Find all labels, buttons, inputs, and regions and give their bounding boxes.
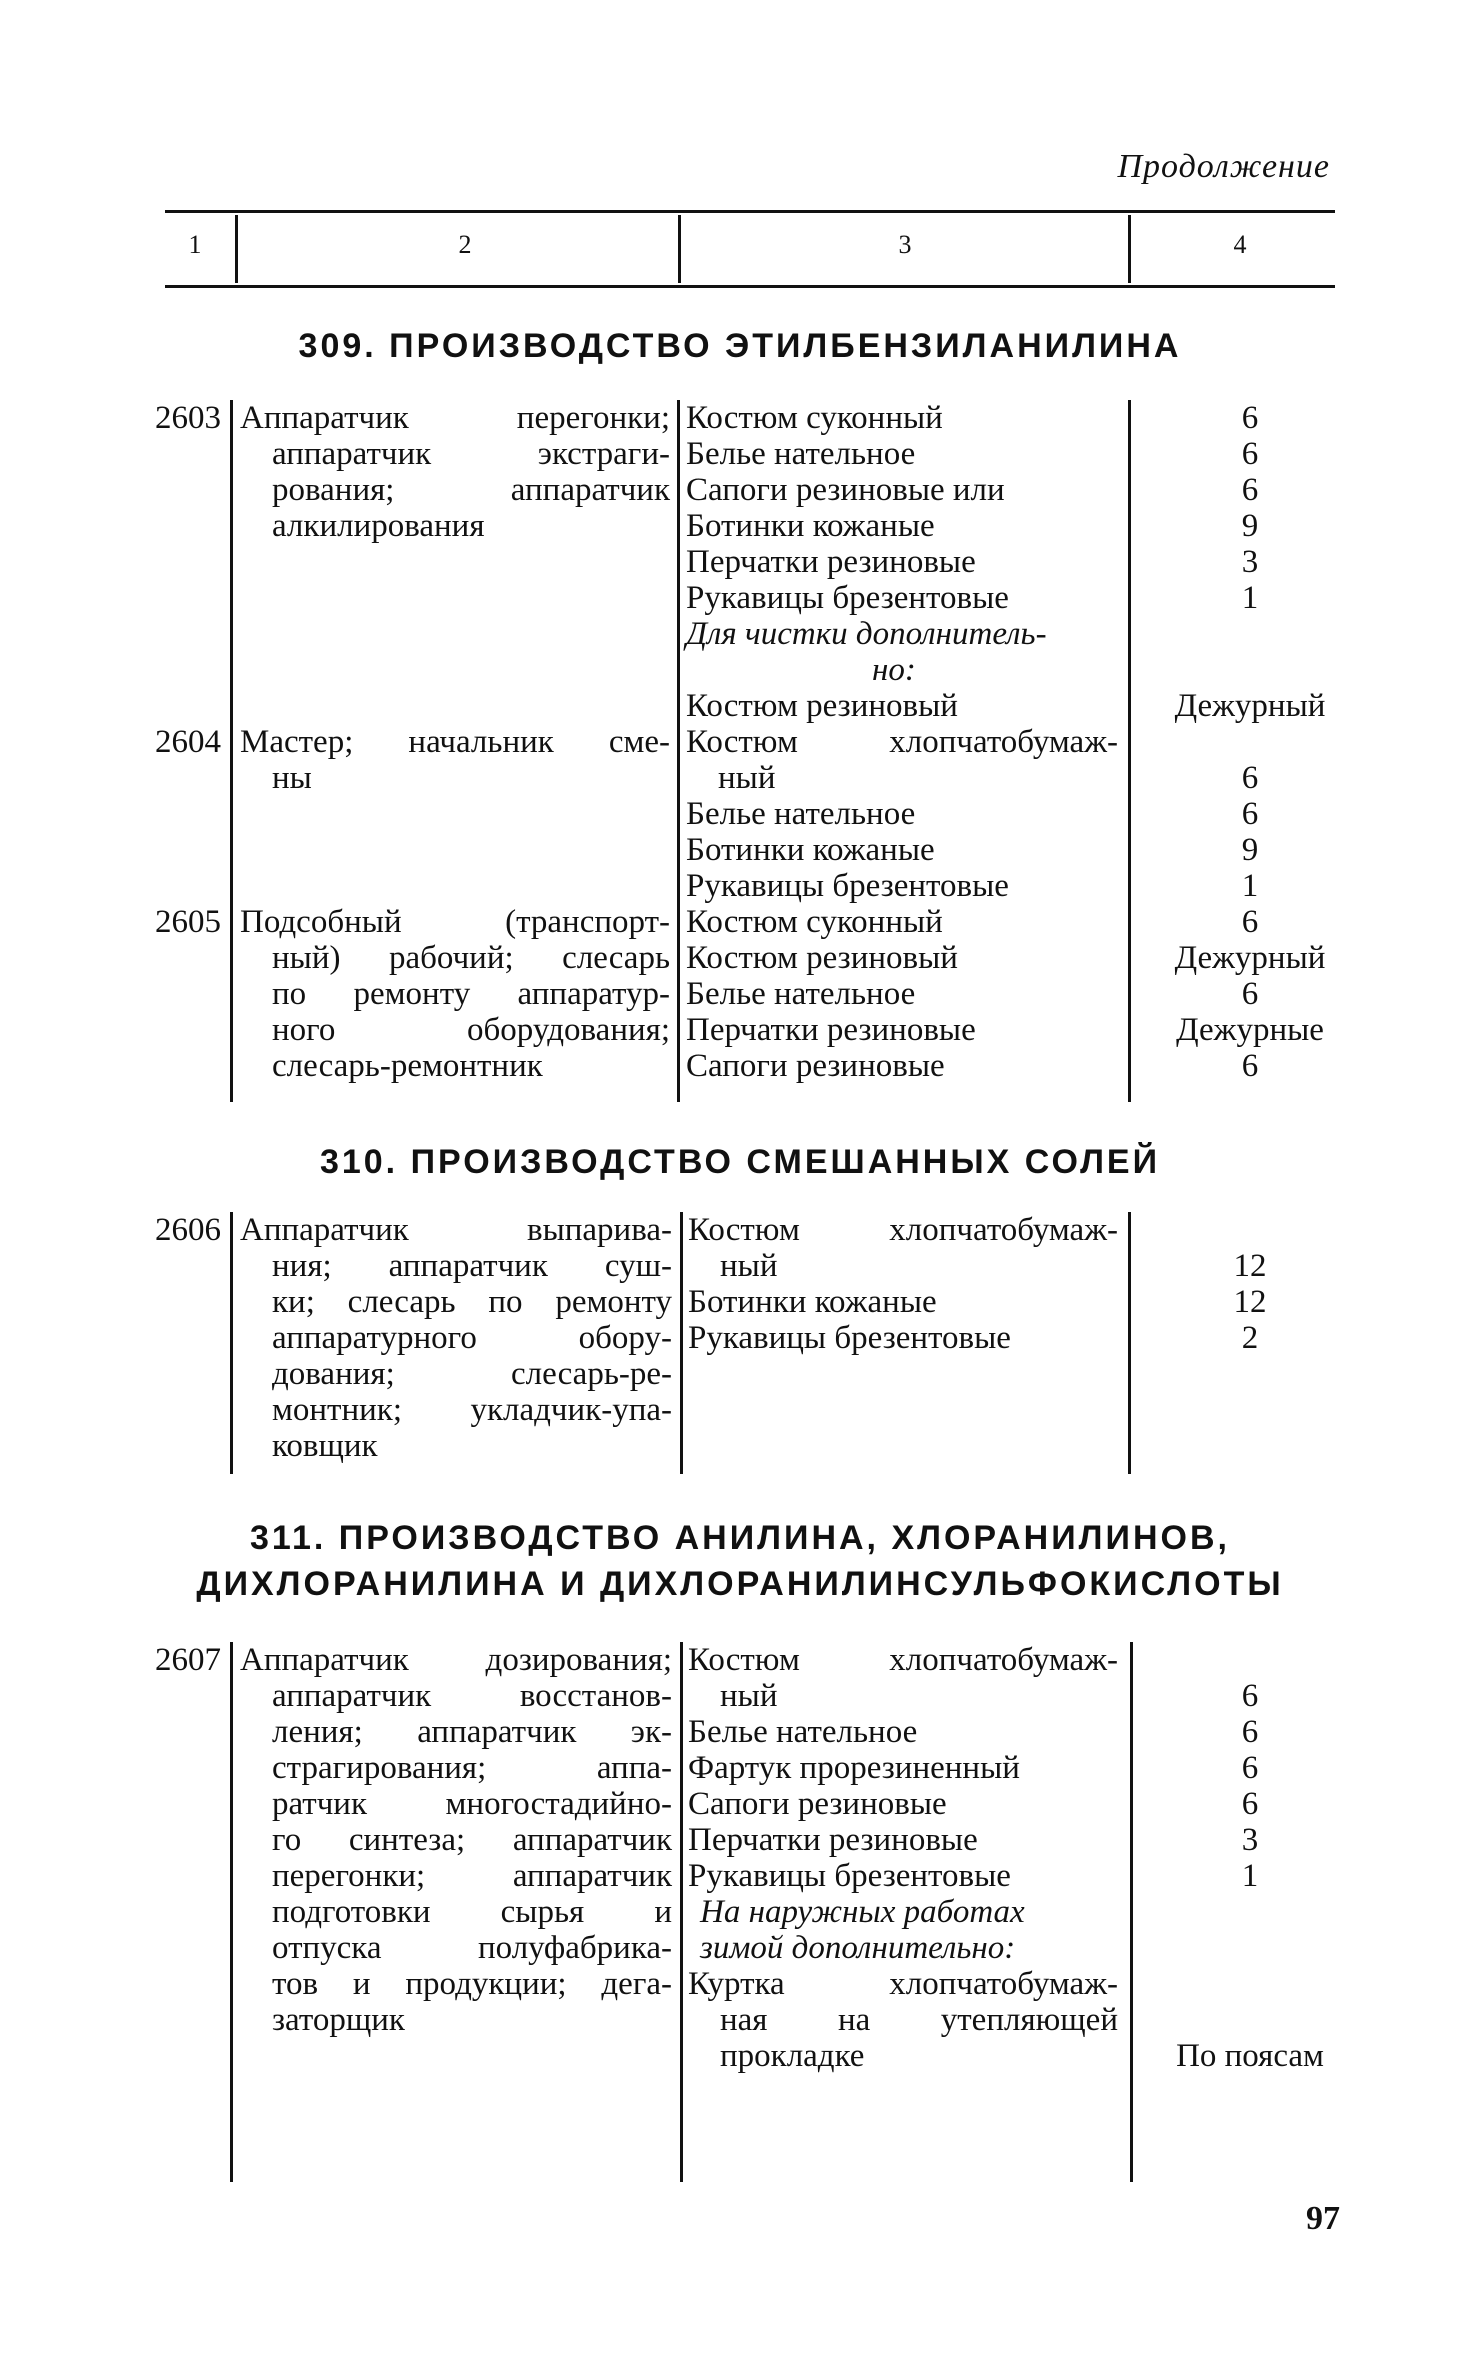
page-number: 97 bbox=[1306, 2200, 1340, 2237]
item-quantity: 12 bbox=[1233, 1248, 1267, 1284]
item-name: Перчатки резиновые bbox=[686, 544, 976, 580]
item-quantity: 3 bbox=[1241, 544, 1259, 580]
item-quantity: 1 bbox=[1241, 1858, 1259, 1894]
row-number-2603: 2603 bbox=[155, 400, 221, 436]
position-line: подготовки сырья и bbox=[272, 1894, 672, 1930]
column-number-4: 4 bbox=[1233, 230, 1247, 259]
section-title-311-line-1: 311. ПРОИЗВОДСТВО АНИЛИНА, ХЛОРАНИЛИНОВ, bbox=[250, 1519, 1230, 1557]
row-number-2605: 2605 bbox=[155, 904, 221, 940]
position-line: Мастер; начальник сме- bbox=[240, 724, 670, 760]
position-line: алкилирования bbox=[272, 508, 485, 544]
item-note: зимой дополнительно: bbox=[700, 1930, 1016, 1966]
item-quantity: 9 bbox=[1241, 832, 1259, 868]
item-quantity: 6 bbox=[1241, 1048, 1259, 1084]
position-line: ковщик bbox=[272, 1428, 378, 1464]
section-309-col-divider-2 bbox=[677, 400, 680, 1102]
item-name: Сапоги резиновые bbox=[688, 1786, 947, 1822]
position-line: слесарь-ремонтник bbox=[272, 1048, 543, 1084]
item-name: Костюм хлопчатобумаж- bbox=[688, 1212, 1118, 1248]
item-name: Куртка хлопчатобумаж- bbox=[688, 1966, 1118, 2002]
header-top-rule bbox=[165, 210, 1335, 213]
section-310-col-divider-2 bbox=[680, 1212, 683, 1474]
position-line: тов и продукции; дега- bbox=[272, 1966, 672, 2002]
item-name: Рукавицы брезентовые bbox=[686, 580, 1009, 616]
item-name: Белье нательное bbox=[686, 436, 916, 472]
position-line: страгирования; аппа- bbox=[272, 1750, 672, 1786]
item-name: Сапоги резиновые или bbox=[686, 472, 1005, 508]
position-line: ны bbox=[272, 760, 312, 796]
item-quantity: 6 bbox=[1241, 1714, 1259, 1750]
item-quantity: 9 bbox=[1241, 508, 1259, 544]
item-name: Белье нательное bbox=[686, 796, 916, 832]
item-quantity: 6 bbox=[1241, 1678, 1259, 1714]
item-name: Перчатки резиновые bbox=[686, 1012, 976, 1048]
position-line: Аппаратчик перегонки; bbox=[240, 400, 670, 436]
item-note: Для чистки дополнитель- bbox=[686, 616, 1047, 652]
position-line: ного оборудования; bbox=[272, 1012, 670, 1048]
item-quantity: 6 bbox=[1241, 1786, 1259, 1822]
item-quantity: 6 bbox=[1241, 472, 1259, 508]
item-name: Костюм резиновый bbox=[686, 688, 958, 724]
item-quantity: 6 bbox=[1241, 904, 1259, 940]
position-line: аппаратчик экстраги- bbox=[272, 436, 670, 472]
item-quantity: 1 bbox=[1241, 868, 1259, 904]
item-quantity: Дежурный bbox=[1174, 688, 1326, 724]
item-name: ный bbox=[720, 1248, 778, 1284]
item-name: Ботинки кожаные bbox=[686, 508, 935, 544]
section-309-col-divider-1 bbox=[230, 400, 233, 1102]
item-name: Костюм хлопчатобумаж- bbox=[686, 724, 1118, 760]
section-311-col-divider-1 bbox=[230, 1642, 233, 2182]
position-line: аппаратчик восстанов- bbox=[272, 1678, 672, 1714]
position-line: отпуска полуфабрика- bbox=[272, 1930, 672, 1966]
position-line: заторщик bbox=[272, 2002, 405, 2038]
item-name: Белье нательное bbox=[688, 1714, 918, 1750]
item-quantity: По поясам bbox=[1176, 2038, 1324, 2074]
header-bottom-rule bbox=[165, 285, 1335, 288]
item-name: прокладке bbox=[720, 2038, 865, 2074]
item-name: Костюм хлопчатобумаж- bbox=[688, 1642, 1118, 1678]
position-line: аппаратурного обору- bbox=[272, 1320, 672, 1356]
position-line: ратчик многостадийно- bbox=[272, 1786, 672, 1822]
item-name: Костюм суконный bbox=[686, 400, 943, 436]
item-quantity: 6 bbox=[1241, 400, 1259, 436]
item-name: Рукавицы брезентовые bbox=[688, 1320, 1011, 1356]
item-name: ный bbox=[720, 1678, 778, 1714]
item-name: Ботинки кожаные bbox=[686, 832, 935, 868]
item-quantity: Дежурный bbox=[1174, 940, 1326, 976]
section-311-col-divider-2 bbox=[680, 1642, 683, 2182]
row-number-2606: 2606 bbox=[155, 1212, 221, 1248]
position-line: ки; слесарь по ремонту bbox=[272, 1284, 672, 1320]
item-quantity: 3 bbox=[1241, 1822, 1259, 1858]
row-number-2604: 2604 bbox=[155, 724, 221, 760]
position-line: перегонки; аппаратчик bbox=[272, 1858, 672, 1894]
item-name: Перчатки резиновые bbox=[688, 1822, 978, 1858]
section-title-311-line-2: ДИХЛОРАНИЛИНА И ДИХЛОРАНИЛИНСУЛЬФОКИСЛОТЫ bbox=[196, 1565, 1284, 1603]
item-quantity: 6 bbox=[1241, 760, 1259, 796]
section-title-309: 309. ПРОИЗВОДСТВО ЭТИЛБЕНЗИЛАНИЛИНА bbox=[298, 327, 1182, 365]
header-col-divider-2 bbox=[678, 215, 681, 283]
position-line: ный) рабочий; слесарь bbox=[272, 940, 670, 976]
item-quantity: 1 bbox=[1241, 580, 1259, 616]
position-line: Аппаратчик выпарива- bbox=[240, 1212, 672, 1248]
column-number-3: 3 bbox=[898, 230, 912, 259]
item-note: На наружных работах bbox=[700, 1894, 1025, 1930]
item-name: Костюм суконный bbox=[686, 904, 943, 940]
header-col-divider-3 bbox=[1128, 215, 1131, 283]
section-310-col-divider-1 bbox=[230, 1212, 233, 1474]
position-line: Подсобный (транспорт- bbox=[240, 904, 670, 940]
item-quantity: 2 bbox=[1241, 1320, 1259, 1356]
position-line: рования; аппаратчик bbox=[272, 472, 670, 508]
item-name: ная на утепляющей bbox=[720, 2002, 1118, 2038]
item-name: Рукавицы брезентовые bbox=[686, 868, 1009, 904]
item-name: Рукавицы брезентовые bbox=[688, 1858, 1011, 1894]
continued-label: Продолжение bbox=[1117, 148, 1330, 185]
item-name: Сапоги резиновые bbox=[686, 1048, 945, 1084]
item-quantity: 12 bbox=[1233, 1284, 1267, 1320]
item-quantity: 6 bbox=[1241, 1750, 1259, 1786]
item-quantity: 6 bbox=[1241, 976, 1259, 1012]
position-line: го синтеза; аппаратчик bbox=[272, 1822, 672, 1858]
position-line: ления; аппаратчик эк- bbox=[272, 1714, 672, 1750]
position-line: дования; слесарь-ре- bbox=[272, 1356, 672, 1392]
item-quantity: 6 bbox=[1241, 796, 1259, 832]
position-line: монтник; укладчик-упа- bbox=[272, 1392, 672, 1428]
item-quantity: Дежурные bbox=[1176, 1012, 1324, 1048]
header-col-divider-1 bbox=[235, 215, 238, 283]
position-line: ния; аппаратчик суш- bbox=[272, 1248, 672, 1284]
position-line: по ремонту аппаратур- bbox=[272, 976, 670, 1012]
column-number-2: 2 bbox=[458, 230, 472, 259]
item-quantity: 6 bbox=[1241, 436, 1259, 472]
item-name: Фартук прорезиненный bbox=[688, 1750, 1020, 1786]
item-note: но: bbox=[872, 652, 916, 688]
item-name: Костюм резиновый bbox=[686, 940, 958, 976]
column-number-1: 1 bbox=[188, 230, 202, 259]
item-name: ный bbox=[718, 760, 776, 796]
item-name: Ботинки кожаные bbox=[688, 1284, 937, 1320]
row-number-2607: 2607 bbox=[155, 1642, 221, 1678]
position-line: Аппаратчик дозирования; bbox=[240, 1642, 672, 1678]
section-title-310: 310. ПРОИЗВОДСТВО СМЕШАННЫХ СОЛЕЙ bbox=[319, 1143, 1161, 1181]
item-name: Белье нательное bbox=[686, 976, 916, 1012]
